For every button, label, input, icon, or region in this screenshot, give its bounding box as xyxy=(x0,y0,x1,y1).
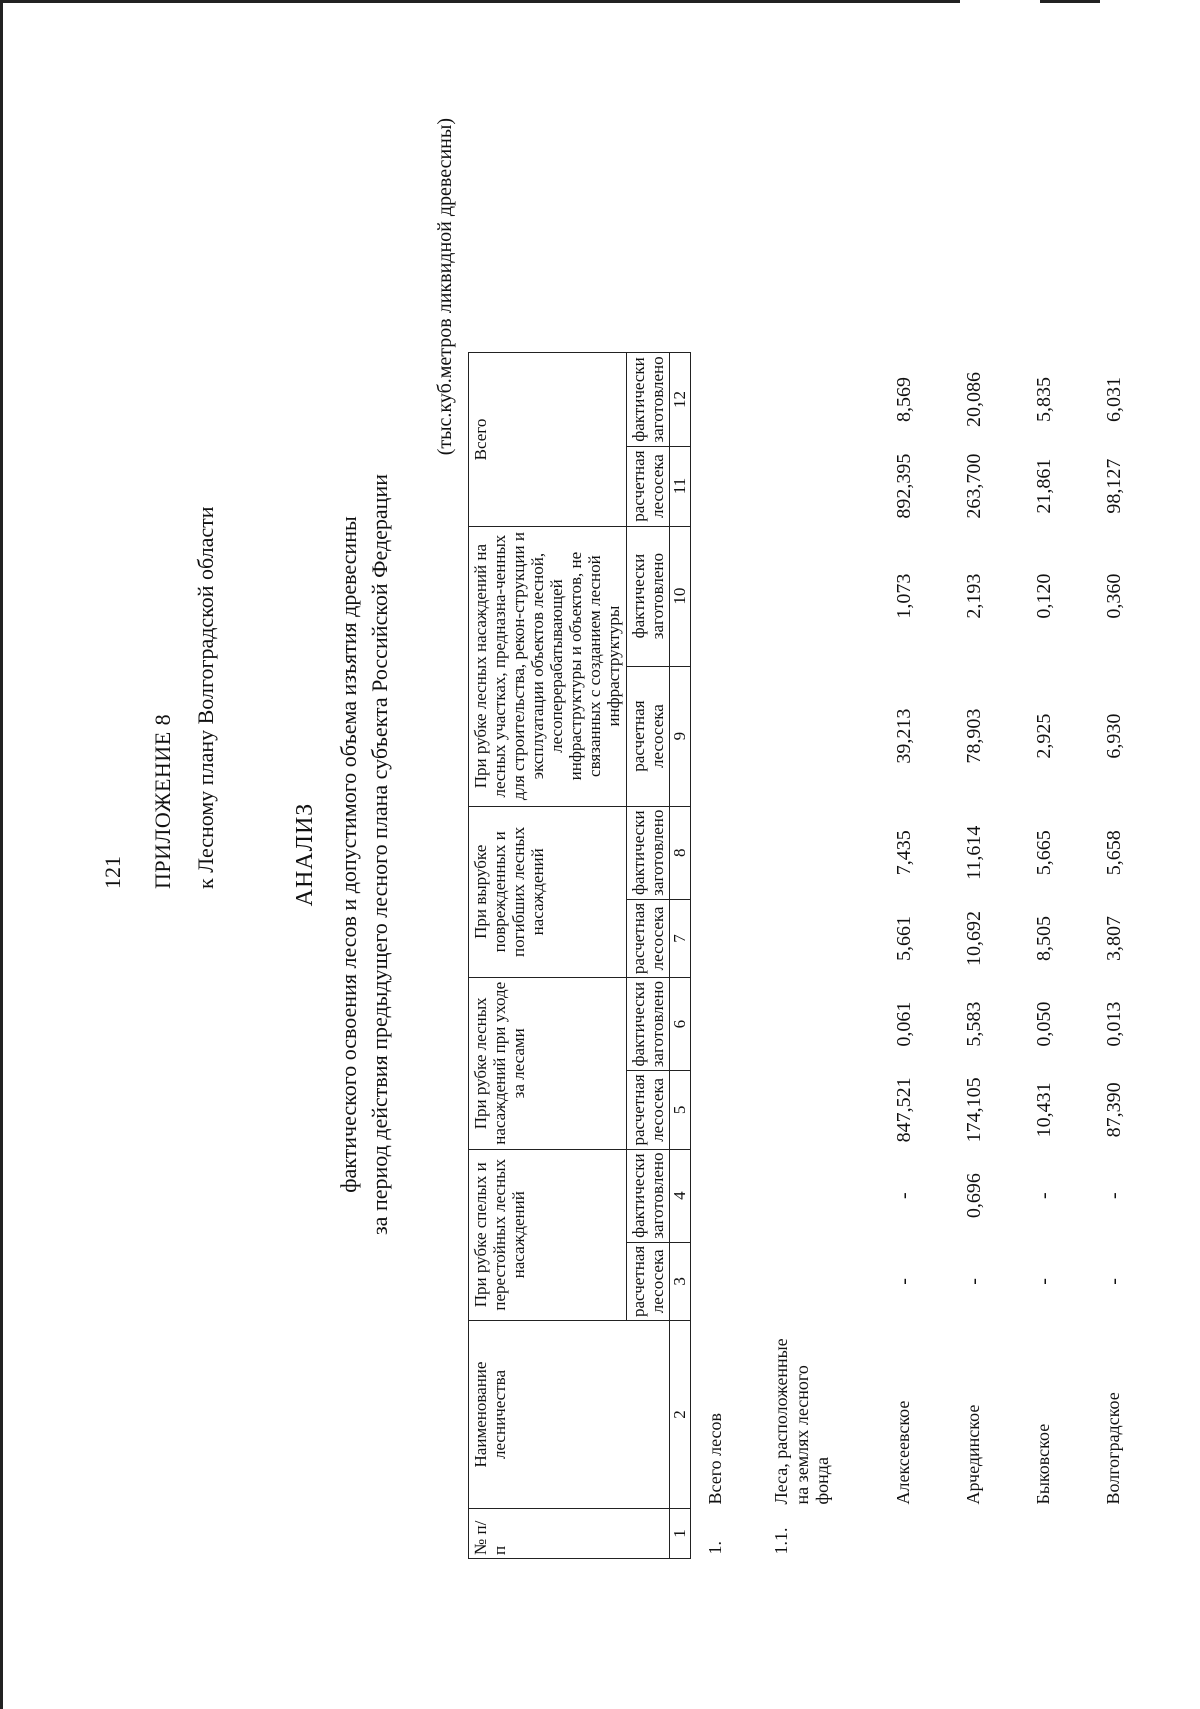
col-number: 10 xyxy=(670,526,691,666)
header-name: Наименование лесничества xyxy=(469,1321,670,1509)
cell: 5,661 xyxy=(893,915,916,961)
row-name: Леса, расположенные на землях лесного фонда xyxy=(771,1338,833,1505)
cell: 1,073 xyxy=(893,573,916,619)
cell: 20,086 xyxy=(963,371,986,427)
cell: 5,665 xyxy=(1033,830,1056,876)
header-sub-calc: расчетная лесосека xyxy=(627,446,670,526)
header-group-2: При рубке лесных насаждений при уходе за лесами xyxy=(469,978,627,1149)
row-name: Волгоградское xyxy=(1103,1392,1124,1505)
table-row xyxy=(1091,353,1161,1559)
cell: 87,390 xyxy=(1103,1082,1126,1138)
header-sub-fact: фактически заготовлено xyxy=(627,806,670,899)
cell: 98,127 xyxy=(1103,458,1126,514)
cell: 6,930 xyxy=(1103,713,1126,759)
cell: 0,050 xyxy=(1033,1001,1056,1047)
cell: 8,505 xyxy=(1033,915,1056,961)
cell: 5,658 xyxy=(1103,830,1126,876)
cell: 10,431 xyxy=(1033,1082,1056,1138)
cell: - xyxy=(893,1192,916,1199)
header-row-groups xyxy=(469,353,627,1559)
cell: 3,807 xyxy=(1103,915,1126,961)
cell: 0,013 xyxy=(1103,1001,1126,1047)
units-note: (тыс.куб.метров ликвидной древесины) xyxy=(434,118,456,456)
cell: 0,061 xyxy=(893,1001,916,1047)
cell: 39,213 xyxy=(893,708,916,764)
row-name: Всего лесов xyxy=(705,1412,726,1505)
cell: 174,105 xyxy=(963,1077,986,1143)
cell: 5,835 xyxy=(1033,376,1056,422)
header-sub-fact: фактически заготовлено xyxy=(627,978,670,1071)
cell: 10,692 xyxy=(963,910,986,966)
cell: 21,861 xyxy=(1033,458,1056,514)
row-number: 1.1. xyxy=(771,1527,792,1555)
section-row-total xyxy=(691,353,754,1559)
cell: - xyxy=(893,1278,916,1285)
col-number: 5 xyxy=(670,1071,691,1149)
cell: 8,569 xyxy=(893,376,916,422)
col-number: 4 xyxy=(670,1149,691,1242)
appendix-subtitle: к Лесному плану Волгоградской области xyxy=(193,506,218,889)
section-row-forest-fund xyxy=(753,353,881,1559)
header-num: № п/п xyxy=(469,1509,670,1559)
document-title: АНАЛИЗ xyxy=(292,802,318,907)
document-subtitle-line-2: за период действия предыдущего лесного плана субъекта Российской Федерации xyxy=(367,474,392,1236)
col-number: 2 xyxy=(670,1321,691,1509)
header-sub-calc: расчетная лесосека xyxy=(627,666,670,806)
header-sub-calc: расчетная лесосека xyxy=(627,1071,670,1149)
header-group-3: При вырубке поврежденных и погибших лесных насаждений xyxy=(469,806,627,977)
header-sub-calc: расчетная лесосека xyxy=(627,1242,670,1320)
header-sub-fact: фактически заготовлено xyxy=(627,1149,670,1242)
cell: 0,120 xyxy=(1033,573,1056,619)
table-row xyxy=(881,353,951,1559)
header-group-4: При рубке лесных насаждений на лесных участках, предназна-ченных для строительства, рекон-струкции и эксплуатации объектов лесной, лесоперерабатывающей инфраструктуры и объектов, не связанных с созданием лесной инфраструктуры xyxy=(469,526,627,806)
col-number: 9 xyxy=(670,666,691,806)
analysis-table xyxy=(468,352,1161,1559)
document-subtitle-line-1: фактического освоения лесов и допустимого объема изъятия древесины xyxy=(336,516,361,1193)
cell: - xyxy=(1033,1192,1056,1199)
header-sub-fact: фактически заготовлено xyxy=(627,526,670,666)
cell: - xyxy=(1103,1278,1126,1285)
col-number: 3 xyxy=(670,1242,691,1320)
cell: 11,614 xyxy=(963,825,986,880)
row-name: Арчединское xyxy=(963,1404,984,1505)
header-sub-calc: расчетная лесосека xyxy=(627,899,670,977)
cell: 0,360 xyxy=(1103,573,1126,619)
row-number: 1. xyxy=(705,1541,726,1555)
cell: - xyxy=(1103,1192,1126,1199)
cell: 5,583 xyxy=(963,1001,986,1047)
header-group-5: Всего xyxy=(469,353,627,526)
cell: 263,700 xyxy=(963,453,986,519)
cell: 6,031 xyxy=(1103,376,1126,422)
header-group-1: При рубке спелых и перестойных лесных насаждений xyxy=(469,1149,627,1320)
cell: 78,903 xyxy=(963,708,986,764)
header-sub-fact: фактически заготовлено xyxy=(627,353,670,446)
col-number: 6 xyxy=(670,978,691,1071)
col-number: 1 xyxy=(670,1509,691,1559)
col-number: 11 xyxy=(670,446,691,526)
cell: 847,521 xyxy=(893,1077,916,1143)
table-row xyxy=(1021,353,1091,1559)
row-name: Быковское xyxy=(1033,1423,1054,1505)
row-name: Алексеевское xyxy=(893,1400,914,1505)
col-number: 7 xyxy=(670,899,691,977)
header-row-col-numbers xyxy=(670,353,691,1559)
appendix-title: ПРИЛОЖЕНИЕ 8 xyxy=(150,713,175,889)
cell: 892,395 xyxy=(893,453,916,519)
cell: 7,435 xyxy=(893,830,916,876)
col-number: 8 xyxy=(670,806,691,899)
cell: 2,925 xyxy=(1033,713,1056,759)
col-number: 12 xyxy=(670,353,691,446)
table-row xyxy=(951,353,1021,1559)
cell: 2,193 xyxy=(963,573,986,619)
cell: - xyxy=(963,1278,986,1285)
page-number: 121 xyxy=(100,856,125,889)
cell: 0,696 xyxy=(963,1173,986,1219)
cell: - xyxy=(1033,1278,1056,1285)
